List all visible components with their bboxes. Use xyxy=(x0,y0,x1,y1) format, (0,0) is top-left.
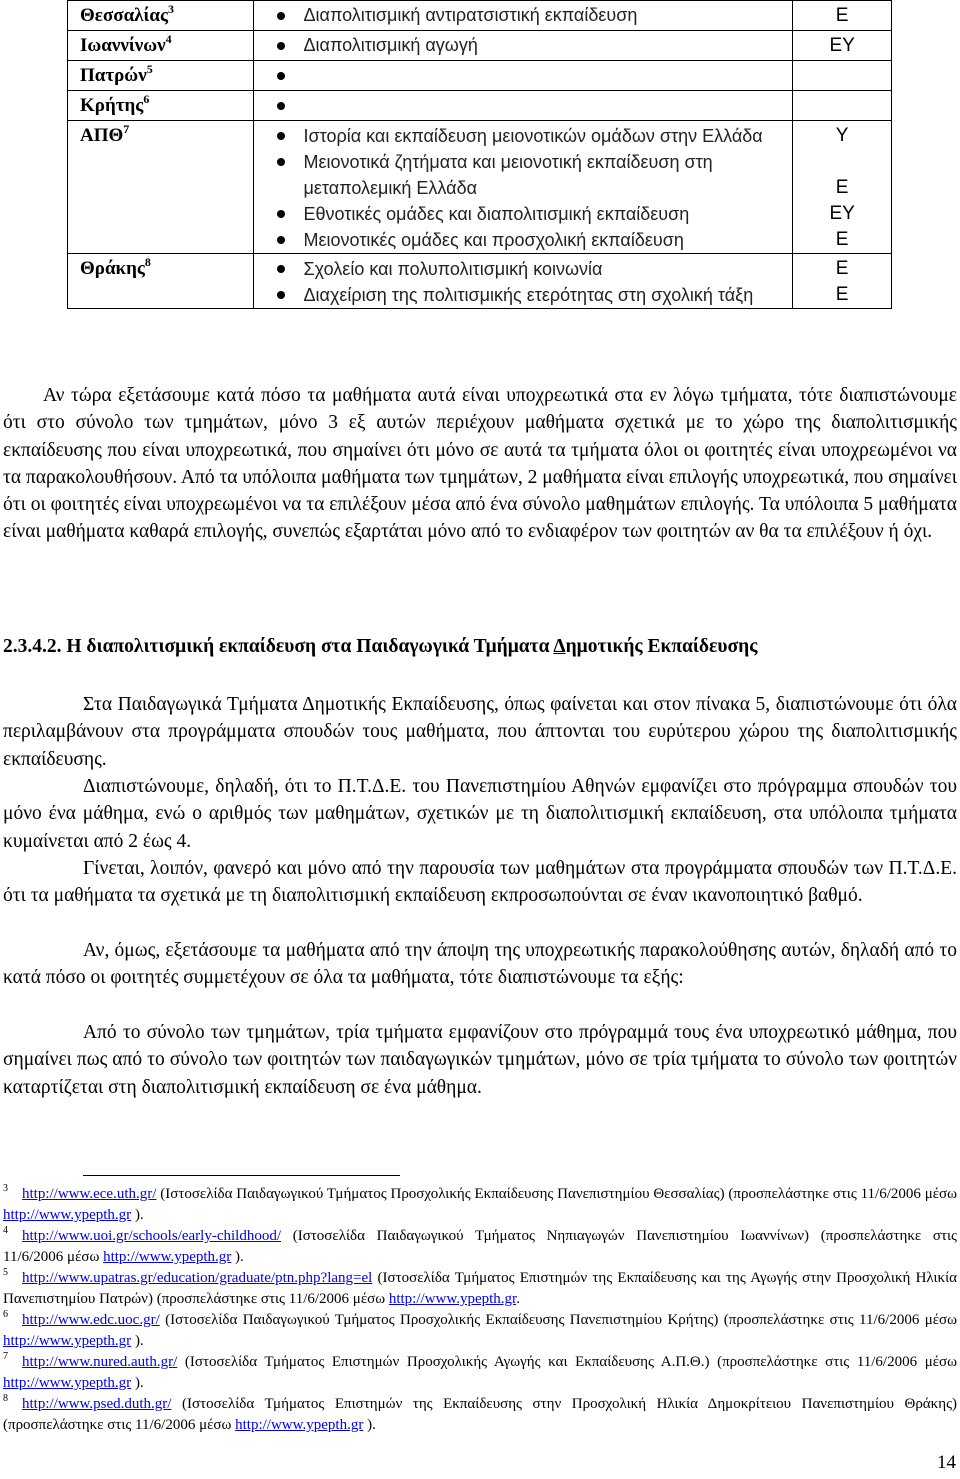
footnote-number: 4 xyxy=(3,1225,8,1236)
course-item: Ιστορία και εκπαίδευση μειονοτικών ομάδων στην Ελλάδα xyxy=(254,123,793,149)
footnote-5 xyxy=(3,1268,957,1310)
footnote-separator xyxy=(83,1175,400,1176)
table-row xyxy=(68,91,892,121)
university-name: Ιωαννίνων xyxy=(80,35,166,56)
footnote-end: ). xyxy=(131,1207,144,1223)
footnote-text: (Ιστοσελίδα Παιδαγωγικού Τμήματος Προσχολικής Εκπαίδευσης Πανεπιστημίου Θεσσαλίας) (προσπελάστηκε στις 11/6/2006 μέσω xyxy=(156,1186,957,1202)
footnote-3 xyxy=(3,1184,957,1226)
footnote-number: 6 xyxy=(3,1309,8,1320)
footnote-link[interactable]: http://www.ypepth.gr xyxy=(3,1207,132,1223)
table-row xyxy=(68,1,892,31)
type-cell xyxy=(793,91,892,121)
university-cell xyxy=(68,1,254,31)
course-type: Ε xyxy=(835,258,849,279)
footnote-number: 5 xyxy=(3,1267,8,1278)
university-name: Θεσσαλίας xyxy=(80,5,169,26)
course-type: Ε xyxy=(835,229,849,250)
footnote-link[interactable]: http://www.upatras.gr/education/graduate/ptn.php?lang=el xyxy=(22,1270,373,1286)
course-item: Διαπολιτισμική αντιρατσιστική εκπαίδευση xyxy=(254,1,793,30)
courses-cell xyxy=(253,121,793,254)
course-item: Διαπολιτισμική αγωγή xyxy=(254,31,793,60)
footnote-ref: 5 xyxy=(146,62,153,76)
page-number: 14 xyxy=(937,1452,956,1473)
university-cell xyxy=(68,31,254,61)
footnote-link[interactable]: http://www.ypepth.gr xyxy=(103,1249,232,1265)
university-name: Θράκης xyxy=(80,258,145,279)
university-name: Κρήτης xyxy=(80,95,144,116)
courses-cell xyxy=(253,254,793,309)
footnote-number: 7 xyxy=(3,1351,8,1362)
footnote-end: ). xyxy=(131,1333,144,1349)
footnote-ref: 6 xyxy=(143,92,150,106)
course-type: Υ xyxy=(835,125,849,146)
heading-underlined-letter: Δ xyxy=(553,636,566,657)
university-cell xyxy=(68,254,254,309)
courses-table xyxy=(67,0,892,309)
footnote-ref: 7 xyxy=(123,122,130,136)
course-item: Εθνοτικές ομάδες και διαπολιτισμική εκπαίδευση xyxy=(254,201,793,227)
course-type xyxy=(793,149,891,175)
table-row xyxy=(68,121,892,254)
university-cell xyxy=(68,61,254,91)
footnote-7 xyxy=(3,1352,957,1394)
type-cell xyxy=(793,1,892,31)
university-cell xyxy=(68,121,254,254)
paragraph-intro: Στα Παιδαγωγικά Τμήματα Δημοτικής Εκπαίδευσης, όπως φαίνεται και στον πίνακα 5, διαπιστώνουμε ότι όλα περιλαμβάνουν στα προγράμματα σπουδών τους μαθήματα, που άπτονται του ευρύτερου χώρου της διαπολιτισμικής εκπαίδευσης. xyxy=(3,694,957,770)
heading-text-end: ημοτικής Εκπαίδευσης xyxy=(565,636,758,657)
university-cell xyxy=(68,91,254,121)
university-name: Πατρών xyxy=(80,65,147,86)
table-row xyxy=(68,254,892,309)
course-item: Μειονοτικά ζητήματα και μειονοτική εκπαίδευση στη μεταπολεμική Ελλάδα xyxy=(254,149,793,201)
course-item: Σχολείο και πολυπολιτισμική κοινωνία xyxy=(254,256,793,282)
course-item: Μειονοτικές ομάδες και προσχολική εκπαίδευση xyxy=(254,227,793,253)
course-type: Ε xyxy=(835,284,849,305)
course-type: ΕΥ xyxy=(829,203,855,224)
type-cell xyxy=(793,254,892,309)
paragraph-summary: Από το σύνολο των τμημάτων, τρία τμήματα εμφανίζουν στο πρόγραμμά τους ένα υποχρεωτικό μάθημα, που σημαίνει πως από το σύνολο των φοιτητών των παιδαγωγικών τμημάτων, μόνο σε τρία τμήματα το σύνολο των φοιτητών καταρτίζεται στη διαπολιτισμική εκπαίδευση σε ένα μάθημα. xyxy=(3,1022,957,1098)
courses-cell xyxy=(253,91,793,121)
footnote-4 xyxy=(3,1226,957,1268)
courses-cell xyxy=(253,1,793,31)
type-cell xyxy=(793,31,892,61)
university-name: ΑΠΘ xyxy=(80,125,124,146)
heading-text: 2.3.4.2. Η διαπολιτισμική εκπαίδευση στα Παιδαγωγικά Τμήματα xyxy=(3,636,554,657)
paragraph-athens: Διαπιστώνουμε, δηλαδή, ότι το Π.Τ.Δ.Ε. του Πανεπιστημίου Αθηνών εμφανίζει στο πρόγραμμα σπουδών του μόνο ένα μάθημα, ενώ ο αριθμός των μαθημάτων, σχετικών με τη διαπολιτισμική εκπαίδευση, στα υπόλοιπα τμήματα κυμαίνεται από 2 έως 4. xyxy=(3,776,957,852)
paragraph-representation: Γίνεται, λοιπόν, φανερό και μόνο από την παρουσία των μαθημάτων στα προγράμματα σπουδών των Π.Τ.Δ.Ε. ότι τα μαθήματα τα σχετικά με τη διαπολιτισμική εκπαίδευση εκπροσωπούνται σε έναν ικανοποιητικό βαθμό. xyxy=(3,858,957,907)
footnote-text: (Ιστοσελίδα Παιδαγωγικού Τμήματος Προσχολικής Εκπαίδευσης Πανεπιστημίου Κρήτης) (προσπελάστηκε στις 11/6/2006 μέσω xyxy=(159,1312,957,1328)
footnote-end: . xyxy=(516,1291,520,1307)
course-item: Διαχείριση της πολιτισμικής ετερότητας στη σχολική τάξη xyxy=(254,282,793,308)
footnote-link[interactable]: http://www.ypepth.gr xyxy=(235,1417,364,1433)
course-type: ΕΥ xyxy=(829,35,855,56)
footnote-link[interactable]: http://www.ypepth.gr xyxy=(388,1291,517,1307)
type-cell xyxy=(793,121,892,254)
footnote-6 xyxy=(3,1310,957,1352)
paragraph-attendance: Αν, όμως, εξετάσουμε τα μαθήματα από την άποψη της υποχρεωτικής παρακολούθησης αυτών, δηλαδή από το κατά πόσο οι φοιτητές συμμετέχουν σε όλα τα μαθήματα, τότε διαπιστώνουμε τα εξής: xyxy=(3,940,957,989)
footnote-ref: 4 xyxy=(165,32,172,46)
footnote-end: ). xyxy=(231,1249,244,1265)
course-type: Ε xyxy=(835,177,849,198)
footnote-link[interactable]: http://www.ece.uth.gr/ xyxy=(22,1186,157,1202)
footnote-8 xyxy=(3,1394,957,1436)
footnote-link[interactable]: http://www.edc.uoc.gr/ xyxy=(22,1312,160,1328)
footnote-link[interactable]: http://www.uoi.gr/schools/early-childhood/ xyxy=(22,1228,281,1244)
footnote-ref: 8 xyxy=(144,255,151,269)
courses-cell xyxy=(253,61,793,91)
footnote-link[interactable]: http://www.psed.duth.gr/ xyxy=(22,1396,172,1412)
footnote-text: (Ιστοσελίδα Τμήματος Επιστημών της Εκπαίδευσης και της Αγωγής στην Προσχολική Ηλικία Πανεπιστημίου Πατρών) (προσπελάστηκε στις 11/6/2006 μέσω xyxy=(3,1270,957,1307)
footnote-text: (Ιστοσελίδα Παιδαγωγικού Τμήματος Νηπιαγωγών Πανεπιστημίου Ιωαννίνων) (προσπελάστηκε στις 11/6/2006 μέσω xyxy=(3,1228,957,1265)
paragraph-compulsory: Αν τώρα εξετάσουμε κατά πόσο τα μαθήματα αυτά είναι υποχρεωτικά στα εν λόγω τμήματα, τότε διαπιστώνουμε ότι στο σύνολο των τμημάτων, μόνο 3 εξ αυτών περιέχουν μαθήματα σχετικά με το χώρο της διαπολιτισμικής εκπαίδευσης που είναι υποχρεωτικά, που σημαίνει ότι μόνο σε αυτά τα τμήματα όλοι οι φοιτητές είναι υποχρεωμένοι να τα παρακολουθήσουν. Από τα υπόλοιπα μαθήματα των τμημάτων, 2 μαθήματα είναι επιλογής υποχρεωτικά, που σημαίνει ότι οι φοιτητές είναι υποχρεωμένοι να τα επιλέξουν μέσα από ένα σύνολο μαθημάτων επιλογής. Τα υπόλοιπα 5 μαθήματα είναι μαθήματα καθαρά επιλογής, συνεπώς εξαρτάται μόνο από το ενδιαφέρον των φοιτητών αν θα τα επιλέξουν ή όχι. xyxy=(3,385,957,543)
course-item-empty xyxy=(254,91,793,120)
footnote-link[interactable]: http://www.ypepth.gr xyxy=(3,1375,132,1391)
footnote-text: (Ιστοσελίδα Τμήματος Επιστημών Προσχολικής Αγωγής και Εκπαίδευσης Α.Π.Θ.) (προσπελάστηκε στις 11/6/2006 μέσω xyxy=(177,1354,957,1370)
table-row xyxy=(68,61,892,91)
type-cell xyxy=(793,61,892,91)
footnote-end: ). xyxy=(363,1417,376,1433)
footnote-text: (Ιστοσελίδα Τμήματος Επιστημών της Εκπαίδευσης στην Προσχολική Ηλικία Δημοκρίτειου Πανεπιστημίου Θράκης) (προσπελάστηκε στις 11/6/2006 μέσω xyxy=(3,1396,957,1433)
course-type: Ε xyxy=(835,5,849,26)
footnote-number: 3 xyxy=(3,1183,8,1194)
footnote-end: ). xyxy=(131,1375,144,1391)
courses-cell xyxy=(253,31,793,61)
footnote-ref: 3 xyxy=(168,2,175,16)
footnote-link[interactable]: http://www.ypepth.gr xyxy=(3,1333,132,1349)
section-heading xyxy=(3,633,757,660)
course-item-empty xyxy=(254,61,793,90)
table-row xyxy=(68,31,892,61)
footnote-number: 8 xyxy=(3,1393,8,1404)
footnote-link[interactable]: http://www.nured.auth.gr/ xyxy=(22,1354,178,1370)
